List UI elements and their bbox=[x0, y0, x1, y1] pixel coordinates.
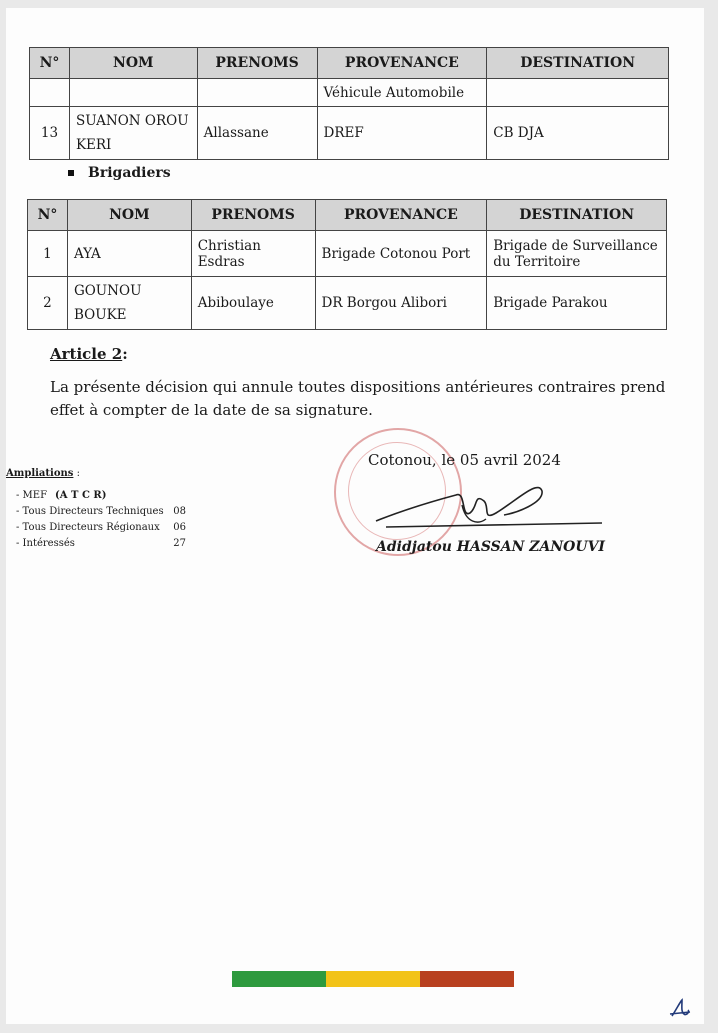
col-prenoms: PRENOMS bbox=[191, 200, 315, 231]
table-row bbox=[28, 231, 667, 277]
destination-line: du Territoire bbox=[493, 253, 581, 270]
ampl-count: 27 bbox=[173, 538, 186, 549]
cell-destination bbox=[487, 79, 669, 107]
transfer-table-continued bbox=[29, 47, 669, 160]
article-body: La présente décision qui annule toutes dispositions antérieures contraires prend effet à compter de la date de sa signature. bbox=[50, 378, 666, 419]
signer-name: Adidjatou HASSAN ZANOUVI bbox=[376, 539, 605, 555]
cell-destination bbox=[487, 231, 667, 277]
list-item bbox=[16, 522, 186, 538]
article-title-text: Article 2 bbox=[50, 345, 123, 363]
national-color-bar bbox=[232, 971, 514, 987]
list-item bbox=[16, 538, 186, 554]
ampliations-block bbox=[6, 468, 186, 549]
flag-green-band bbox=[232, 971, 326, 987]
cell-num bbox=[30, 79, 70, 107]
ampl-label: - Tous Directeurs Techniques bbox=[16, 506, 164, 517]
cell-provenance: DR Borgou Alibori bbox=[315, 277, 487, 330]
cell-prenoms: Allassane bbox=[197, 107, 317, 160]
ampl-count: 08 bbox=[173, 506, 186, 517]
nom-line: GOUNOU bbox=[73, 283, 142, 299]
nom-line: BOUKE bbox=[73, 307, 127, 323]
destination-line: Brigade de Surveillance bbox=[493, 237, 658, 254]
table-header-row bbox=[30, 48, 669, 79]
flag-yellow-band bbox=[326, 971, 420, 987]
article-title-suffix: : bbox=[122, 345, 128, 363]
cell-num: 13 bbox=[30, 107, 70, 160]
initials-mark-icon bbox=[668, 996, 692, 1020]
col-destination: DESTINATION bbox=[487, 48, 669, 79]
table-row bbox=[30, 79, 669, 107]
cell-nom: AYA bbox=[67, 231, 191, 277]
list-item bbox=[16, 490, 186, 506]
ampl-label: - MEF bbox=[16, 490, 48, 501]
cell-nom bbox=[69, 107, 197, 160]
article-title bbox=[50, 345, 128, 363]
brigadiers-table bbox=[27, 199, 667, 330]
col-nom: NOM bbox=[69, 48, 197, 79]
ampliations-list bbox=[16, 490, 186, 554]
nom-line: SUANON OROU bbox=[75, 113, 189, 129]
cell-provenance: Brigade Cotonou Port bbox=[315, 231, 487, 277]
flag-red-band bbox=[420, 971, 514, 987]
document-page bbox=[6, 8, 704, 1024]
cell-provenance: DREF bbox=[317, 107, 487, 160]
ampl-label: - Intéressés bbox=[16, 538, 75, 549]
col-prenoms: PRENOMS bbox=[197, 48, 317, 79]
col-destination: DESTINATION bbox=[487, 200, 667, 231]
col-provenance: PROVENANCE bbox=[315, 200, 487, 231]
cell-prenoms bbox=[191, 231, 315, 277]
ampliations-title-suffix: : bbox=[73, 468, 80, 479]
section-heading bbox=[68, 165, 171, 181]
table-row bbox=[28, 277, 667, 330]
cell-destination: CB DJA bbox=[487, 107, 669, 160]
cell-num: 2 bbox=[28, 277, 68, 330]
table-row bbox=[30, 107, 669, 160]
prenoms-line: Christian bbox=[197, 237, 261, 254]
cell-provenance: Véhicule Automobile bbox=[317, 79, 487, 107]
ampl-count: 06 bbox=[173, 522, 186, 533]
col-provenance: PROVENANCE bbox=[317, 48, 487, 79]
cell-destination: Brigade Parakou bbox=[487, 277, 667, 330]
cell-prenoms bbox=[197, 79, 317, 107]
col-nom: NOM bbox=[67, 200, 191, 231]
ampl-label: - Tous Directeurs Régionaux bbox=[16, 522, 160, 533]
ampliations-title: Ampliations bbox=[6, 468, 74, 479]
col-num: N° bbox=[28, 200, 68, 231]
cell-prenoms: Abiboulaye bbox=[191, 277, 315, 330]
nom-line: KERI bbox=[75, 137, 112, 153]
cell-num: 1 bbox=[28, 231, 68, 277]
place-date: Cotonou, le 05 avril 2024 bbox=[368, 451, 561, 469]
signature-icon bbox=[366, 473, 606, 539]
cell-nom bbox=[67, 277, 191, 330]
list-item bbox=[16, 506, 186, 522]
cell-nom bbox=[69, 79, 197, 107]
table-header-row bbox=[28, 200, 667, 231]
col-num: N° bbox=[30, 48, 70, 79]
prenoms-line: Esdras bbox=[197, 253, 245, 270]
bullet-square-icon bbox=[68, 170, 74, 176]
ampl-extra: (A T C R) bbox=[55, 490, 107, 501]
section-title: Brigadiers bbox=[88, 165, 171, 181]
